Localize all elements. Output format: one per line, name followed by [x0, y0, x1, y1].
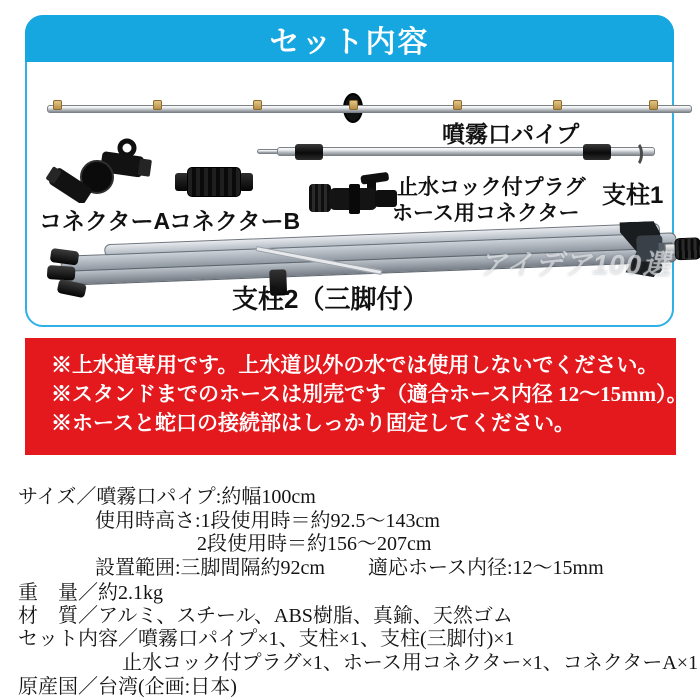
connector-b-cap-icon [239, 173, 253, 191]
spec-contents-line-1: セット内容／噴霧口パイプ×1、支柱×1、支柱(三脚付)×1 [18, 628, 515, 650]
spec-range-line: 設置範囲:三脚間隔約92cm [95, 557, 325, 579]
warning-line-2: ※スタンドまでのホースは別売です（適合ホース内径 12～15mm）。 [51, 382, 688, 406]
stopcock-plug-label: 止水コック付プラグ [397, 176, 586, 199]
warning-line-3: ※ホースと蛇口の接続部はしっかり固定してください。 [51, 411, 575, 435]
spray-pipe-label: 噴霧口パイプ [442, 121, 580, 147]
pole2-label: 支柱2（三脚付） [232, 284, 429, 314]
spec-material-line: 材 質／アルミ、スチール、ABS樹脂、真鍮、天然ゴム [18, 605, 513, 627]
spec-height-line-2: 2段使用時＝約156～207cm [197, 533, 432, 555]
spec-size-line: サイズ／噴霧口パイプ:約幅100cm [18, 486, 316, 508]
spec-contents-line-2: 止水コック付プラグ×1、ホース用コネクター×1、コネクターA×1 [122, 652, 699, 674]
spray-pipe-bar [47, 105, 692, 113]
set-contents-header [25, 15, 674, 62]
connector-b-body-icon [187, 167, 241, 197]
warning-box [25, 338, 688, 455]
nozzle-icon [553, 100, 562, 110]
pole1-nut-icon [583, 144, 611, 160]
connector-b-label: コネクターB [169, 208, 301, 234]
nozzle-icon [53, 100, 62, 110]
nozzle-icon [153, 100, 162, 110]
warning-line-1: ※上水道専用です。上水道以外の水では使用しないでください。 [51, 353, 659, 377]
set-contents-panel [25, 15, 674, 327]
stopcock-plug-image [309, 172, 401, 218]
tripod-knob-icon [674, 237, 700, 260]
spec-height-line-1: 使用時高さ:1段使用時＝約92.5～143cm [95, 510, 440, 532]
spec-hose-line: 適応ホース内径:12～15mm [368, 557, 604, 579]
nozzle-icon [649, 100, 658, 110]
spec-origin-line: 原産国／台湾(企画:日本) [18, 676, 237, 698]
pipe-break-mark-icon [627, 141, 643, 167]
nozzle-icon [453, 100, 462, 110]
nozzle-icon [253, 100, 262, 110]
hose-connector-label: ホース用コネクター [392, 202, 580, 225]
pole1-nut-icon [295, 144, 323, 160]
connector-a-image [45, 137, 157, 203]
pole1-tip [257, 149, 279, 154]
pole1-label: 支柱1 [602, 182, 664, 209]
set-contents-title: セット内容 [269, 25, 430, 59]
watermark-text: アイデア100選 [479, 249, 672, 280]
connector-a-label: コネクターA [39, 208, 171, 234]
nozzle-icon [349, 100, 358, 110]
tripod-endcap-icon [50, 248, 80, 266]
spec-weight-line: 重 量／約2.1kg [18, 582, 163, 604]
